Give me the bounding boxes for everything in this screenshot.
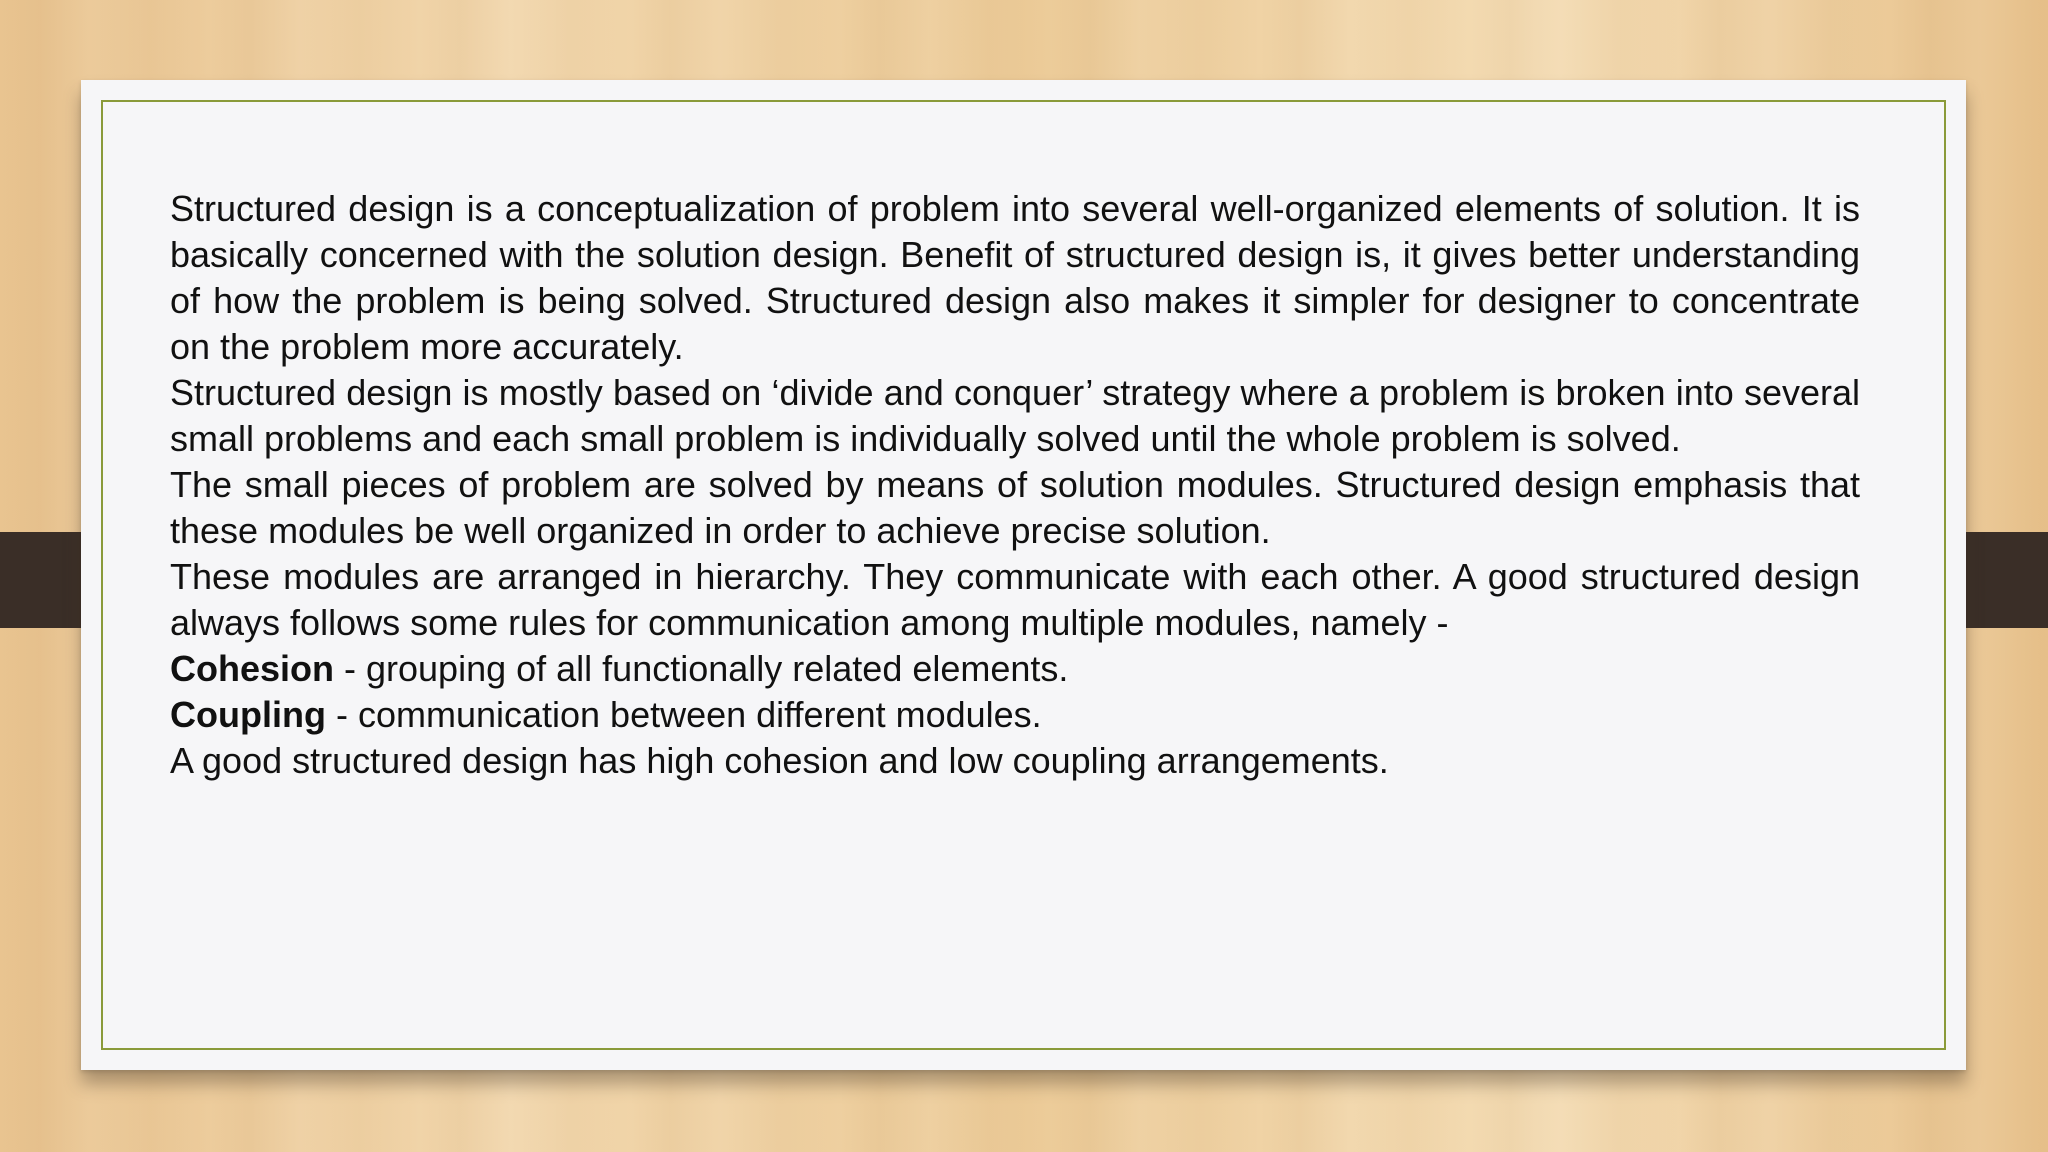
paragraph-solution-modules: The small pieces of problem are solved by means of solution modules. Structured design emphasis that these modules be well organized in order to achieve precise solution. [170, 464, 1860, 551]
paragraph-conceptualization: Structured design is a conceptualization of problem into several well-organized elements of solution. It is basically concerned with the solution design. Benefit of structured design is, it gives better understanding of how the problem is being solved. Structured design also makes it simpler for designer to concentrate on the problem more accurately. [170, 188, 1860, 367]
term-cohesion: Cohesion [170, 648, 335, 689]
slide-card [81, 80, 1966, 1070]
definition-coupling [170, 692, 1860, 738]
definition-cohesion-text: - grouping of all functionally related elements. [334, 648, 1069, 689]
definition-cohesion [170, 646, 1860, 692]
slide-body [170, 186, 1860, 784]
term-coupling: Coupling [170, 694, 326, 735]
paragraph-hierarchy: These modules are arranged in hierarchy. They communicate with each other. A good structured design always follows some rules for communication among multiple modules, namely - [170, 556, 1860, 643]
closing-sentence: A good structured design has high cohesion and low coupling arrangements. [170, 740, 1389, 781]
paragraph-divide-and-conquer: Structured design is mostly based on ‘divide and conquer’ strategy where a problem is broken into several small problems and each small problem is individually solved until the whole problem is solved. [170, 372, 1860, 459]
definition-coupling-text: - communication between different modules. [325, 694, 1042, 735]
